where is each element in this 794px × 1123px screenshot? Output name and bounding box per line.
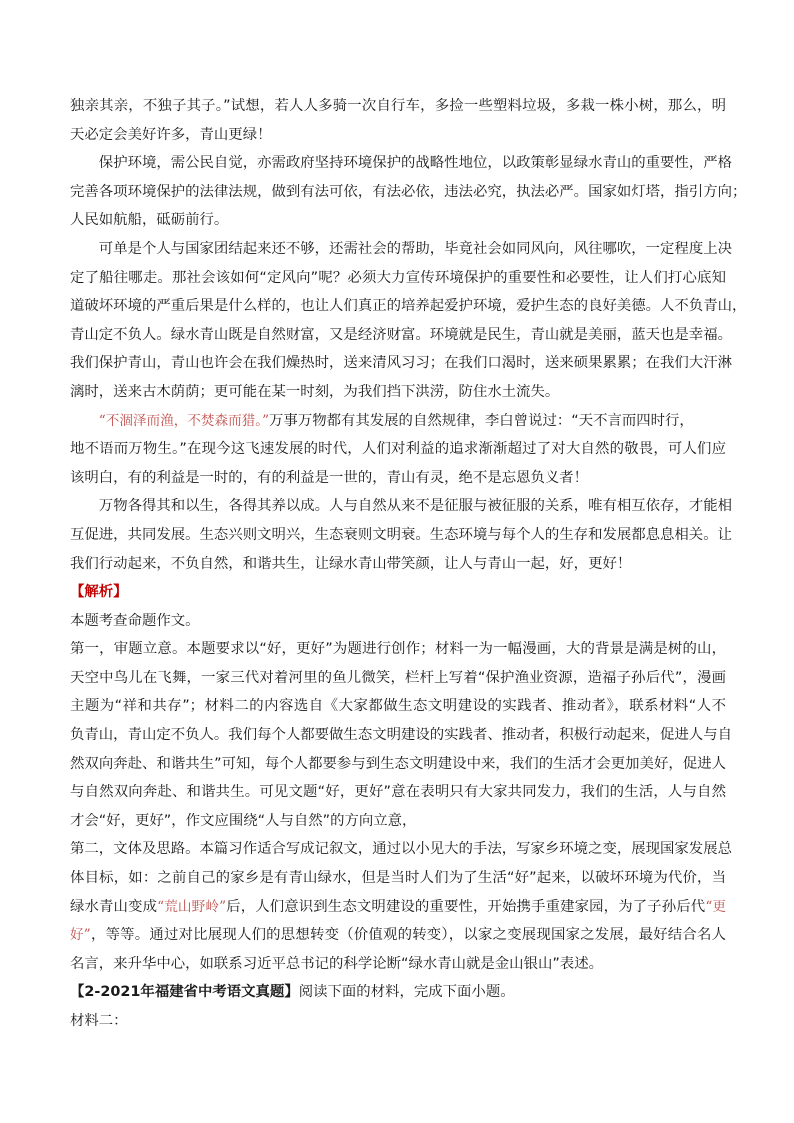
analysis-line: 与自然双向奔赴、和谐共生。可见文题“好，更好”意在表明只有大家共同发力，我们的生活，人与自然 — [70, 784, 726, 801]
analysis-line: 体目标，如：之前自己的家乡是有青山绿水，但是当时人们为了生活“好”起来，以破坏环境为代价，当 — [70, 870, 726, 887]
analysis-line: 本题考查命题作文。 — [70, 612, 200, 629]
essay-line: 地不语而万物生。”在现今这飞速发展的时代，人们对利益的追求渐渐超过了对大自然的敬畏，可人们应 — [70, 441, 726, 458]
analysis-line: 负青山，青山定不负人。我们每个人都要做生态文明建设的实践者、推动者，积极行动起来，促进人与自 — [70, 727, 732, 744]
essay-line: 漓时，送来古木荫荫；更可能在某一时刻，为我们挡下洪涝，防住水土流失。 — [70, 383, 560, 400]
analysis-text: 绿水青山变成 — [70, 898, 158, 915]
question-source: 【2-2021年福建省中考语文真题】 — [70, 984, 299, 1001]
analysis-line: 才会“好，更好”，作文应围绕“人与自然”的方向立意， — [70, 812, 417, 829]
analysis-line: 然双向奔赴、和谐共生”可知，每个人都要参与到生态文明建设中来，我们的生活才会更加美好，促进人 — [70, 755, 726, 772]
analysis-line — [70, 921, 726, 950]
essay-line: 完善各项环境保护的法律法规，做到有法可依，有法必依，违法必究，执法必严。国家如灯塔，指引方向； — [70, 183, 747, 200]
analysis-heading: 【解析】 — [70, 584, 128, 601]
analysis-line: 第一，审题立意。本题要求以“好，更好”为题进行创作；材料一为一幅漫画，大的背景是满是树的山， — [70, 641, 726, 658]
quote-red: “更 — [705, 898, 726, 915]
essay-line: 该明白，有的利益是一时的，有的利益是一世的，青山有灵，绝不是忘恩负义者！ — [70, 469, 589, 486]
analysis-line: 天空中鸟儿在飞舞，一家三代对着河里的鱼儿微笑，栏杆上写着“保护渔业资源，造福子孙后代”，漫画 — [70, 669, 726, 686]
material-label: 材料二： — [70, 1013, 128, 1029]
quote-red: “荒山野岭” — [157, 898, 227, 915]
analysis-line: 主题为“祥和共存”；材料二的内容选自《大家都做生态文明建设的实践者、推动者》，联系材料“人不 — [70, 698, 726, 715]
analysis-text: 后，人们意识到生态文明建设的重要性，开始携手重建家园，为了子孙后代 — [226, 898, 706, 915]
document-page — [70, 92, 747, 1036]
essay-line: 人民如航船，砥砺前行。 — [70, 212, 229, 229]
essay-line: 定了船往哪走。那社会该如何“定风向”呢？必须大力宣传环境保护的重要性和必要性，让人们打心底知 — [70, 269, 726, 286]
question-instruction: 阅读下面的材料，完成下面小题。 — [298, 984, 515, 1001]
essay-line: 天必定会美好许多，青山更绿！ — [70, 126, 272, 143]
analysis-line: 第二，文体及思路。本篇习作适合写成记叙文，通过以小见大的手法，写家乡环境之变，展现国家发展总 — [70, 841, 732, 858]
essay-line — [70, 407, 726, 436]
essay-line: 可单是个人与国家团结起来还不够，还需社会的帮助，毕竟社会如同风向，风往哪吹，一定程度上决 — [98, 240, 732, 257]
essay-line: 我们保护青山，青山也许会在我们燥热时，送来清风习习；在我们口渴时，送来硕果累累；在我们大汗淋 — [70, 355, 732, 372]
essay-line: 道破坏环境的严重后果是什么样的，也让人们真正的培养起爱护环境，爱护生态的良好美德。人不负青山， — [70, 298, 747, 315]
essay-line: 我们行动起来，不负自然，和谐共生，让绿水青山带笑颜，让人与青山一起，好，更好！ — [70, 555, 632, 572]
quotation-red: “不涸泽而渔，不焚森而猎。” — [98, 412, 270, 429]
analysis-line — [70, 893, 726, 922]
question-header — [70, 978, 726, 1007]
quote-red: 好” — [70, 927, 91, 944]
essay-line: 青山定不负人。绿水青山既是自然财富，又是经济财富。环境就是民生，青山就是美丽，蓝天也是幸福。 — [70, 326, 732, 343]
analysis-text: ，等等。通过对比展现人们的思想转变（价值观的转变），以家之变展现国家之发展，最好结合名人 — [90, 927, 726, 944]
essay-text: 万事万物都有其发展的自然规律，李白曾说过：“天不言而四时行， — [269, 412, 694, 429]
essay-line: 独亲其亲，不独子其子。”试想，若人人多骑一次自行车，多捡一些塑料垃圾，多栽一株小树，那么，明 — [70, 98, 726, 114]
essay-line: 万物各得其和以生，各得其养以成。人与自然从来不是征服与被征服的关系，唯有相互依存，才能相 — [98, 498, 732, 515]
analysis-line: 名言，来升华中心，如联系习近平总书记的科学论断“绿水青山就是金山银山”表述。 — [70, 955, 603, 972]
essay-line: 互促进，共同发展。生态兴则文明兴，生态衰则文明衰。生态环境与每个人的生存和发展都息息相关。让 — [70, 526, 732, 543]
essay-line: 保护环境，需公民自觉，亦需政府坚持环境保护的战略性地位，以政策彰显绿水青山的重要性，严格 — [98, 155, 732, 172]
